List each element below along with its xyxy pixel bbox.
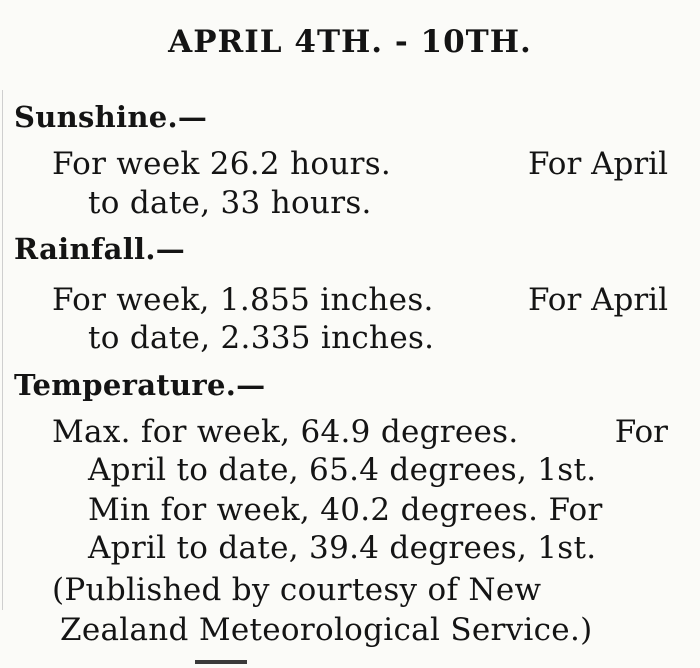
sunshine-week: For week 26.2 hours.	[52, 146, 392, 182]
courtesy-note-line1: (Published by courtesy of New	[52, 572, 542, 608]
temperature-min-week: Min for week, 40.2 degrees. For	[88, 492, 603, 528]
rainfall-april-label: For April	[527, 282, 668, 318]
bottom-rule	[195, 660, 247, 664]
temperature-min-april: April to date, 39.4 degrees, 1st.	[88, 530, 597, 566]
sunshine-heading: Sunshine.—	[14, 100, 208, 134]
rainfall-heading: Rainfall.—	[14, 232, 186, 266]
sunshine-to-date: to date, 33 hours.	[88, 185, 372, 221]
column-edge	[2, 90, 3, 610]
temperature-max-april: April to date, 65.4 degrees, 1st.	[88, 452, 597, 488]
temperature-max-week: Max. for week, 64.9 degrees.	[52, 414, 519, 450]
rainfall-to-date: to date, 2.335 inches.	[88, 320, 435, 356]
page-title: APRIL 4TH. - 10TH.	[168, 24, 532, 60]
temperature-heading: Temperature.—	[14, 368, 266, 402]
rainfall-week: For week, 1.855 inches.	[52, 282, 434, 318]
courtesy-note-line2: Zealand Meteorological Service.)	[60, 612, 593, 648]
temperature-max-for: For	[614, 414, 668, 450]
sunshine-april-label: For April	[527, 146, 668, 182]
